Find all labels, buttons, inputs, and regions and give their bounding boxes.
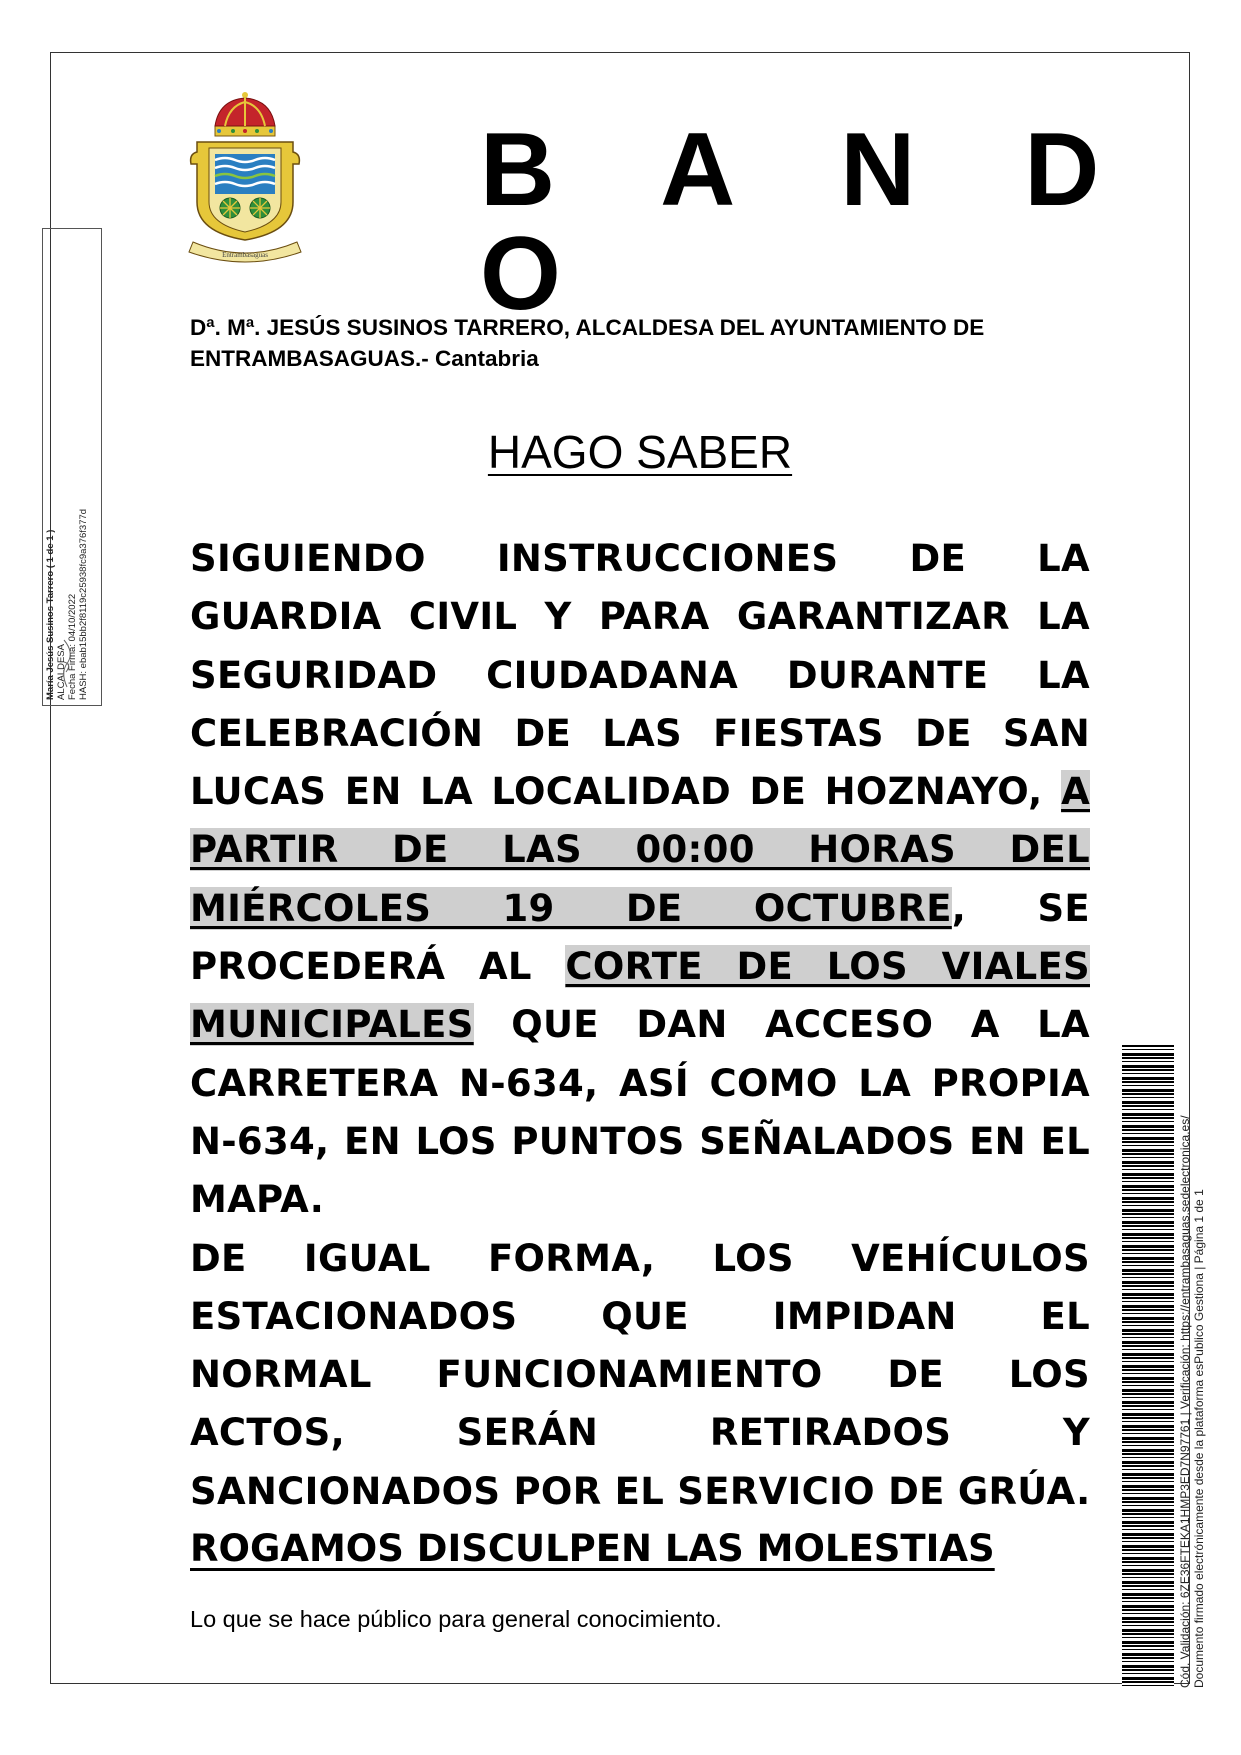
body-text: LUCAS EN LA LOCALIDAD DE HOZNAYO, <box>190 770 1043 814</box>
body-line: N-634, EN LOS PUNTOS SEÑALADOS EN EL <box>190 1119 1090 1163</box>
signer-role: ALCALDESA <box>56 644 67 700</box>
body-line <box>190 821 1090 879</box>
signature-scribble-icon <box>52 632 82 692</box>
body-line: GUARDIA CIVIL Y PARA GARANTIZAR LA <box>190 595 1090 639</box>
signature-date: Fecha Firma: 04/10/2022 <box>67 593 78 700</box>
signature-block <box>45 222 100 700</box>
verification-note: Documento firmado electrónicamente desde la plataforma esPublico Gestiona | Página 1 de 1 <box>1192 1189 1206 1688</box>
body-line <box>190 763 1090 821</box>
body-text: QUE DAN ACCESO A LA <box>511 1003 1090 1047</box>
crown-icon <box>215 92 275 136</box>
body-text: , SE <box>951 886 1091 930</box>
body-line: ACTOS, SERÁN RETIRADOS Y <box>190 1411 1090 1455</box>
highlighted-text: MUNICIPALES <box>190 1003 474 1047</box>
body-line <box>190 996 1090 1054</box>
body-line: SIGUIENDO INSTRUCCIONES DE LA <box>190 537 1090 580</box>
authority-line: Dª. Mª. JESÚS SUSINOS TARRERO, ALCALDESA DEL AYUNTAMIENTO DE <box>190 315 985 340</box>
authority-line: ENTRAMBASAGUAS.- Cantabria <box>190 346 539 371</box>
body-line: SEGURIDAD CIUDADANA DURANTE LA <box>190 653 1090 697</box>
authority-header <box>190 312 1090 374</box>
signer-name: María Jesús Susinos Tarrero ( 1 de 1 ) <box>45 529 56 700</box>
body-line: CELEBRACIÓN DE LAS FIESTAS DE SAN <box>190 711 1090 755</box>
notice-body <box>190 530 1090 1521</box>
body-line <box>190 880 1090 938</box>
crest-ribbon-text: Entrambasaguas <box>222 251 268 259</box>
body-line: DE IGUAL FORMA, LOS VEHÍCULOS <box>190 1236 1090 1280</box>
highlighted-text: CORTE DE LOS VIALES <box>565 945 1090 989</box>
highlighted-text: MIÉRCOLES 19 DE OCTUBRE <box>190 886 952 930</box>
validation-barcode <box>1122 1045 1174 1687</box>
body-text: PROCEDERÁ AL <box>190 945 532 989</box>
verification-block <box>1178 1028 1238 1688</box>
section-heading: HAGO SABER <box>487 426 793 478</box>
body-line <box>190 938 1090 996</box>
closing-statement: ROGAMOS DISCULPEN LAS MOLESTIAS <box>190 1527 995 1570</box>
footer-text: Lo que se hace público para general conocimiento. <box>190 1606 722 1632</box>
page-title: B A N D O <box>480 112 1140 332</box>
body-line: SANCIONADOS POR EL SERVICIO DE GRÚA. <box>190 1469 1091 1513</box>
signature-hash: HASH: ebab15bb2f8119c25938fc9a376f377d <box>78 508 89 700</box>
body-line: ESTACIONADOS QUE IMPIDAN EL <box>190 1294 1090 1338</box>
municipal-crest-icon <box>185 92 305 267</box>
body-line: CARRETERA N-634, ASÍ COMO LA PROPIA <box>190 1061 1090 1105</box>
highlighted-text: A <box>1061 770 1090 814</box>
body-line: MAPA. <box>190 1178 325 1222</box>
verification-code: Cód. Validación: 6ZE36FTEKA1HMP3ED7N97761 | Verificación: https://entrambasaguas.sedelectronica.es/ <box>1178 1115 1192 1688</box>
highlighted-text: PARTIR DE LAS 00:00 HORAS DEL <box>190 828 1090 872</box>
body-line: NORMAL FUNCIONAMIENTO DE LOS <box>190 1353 1090 1397</box>
